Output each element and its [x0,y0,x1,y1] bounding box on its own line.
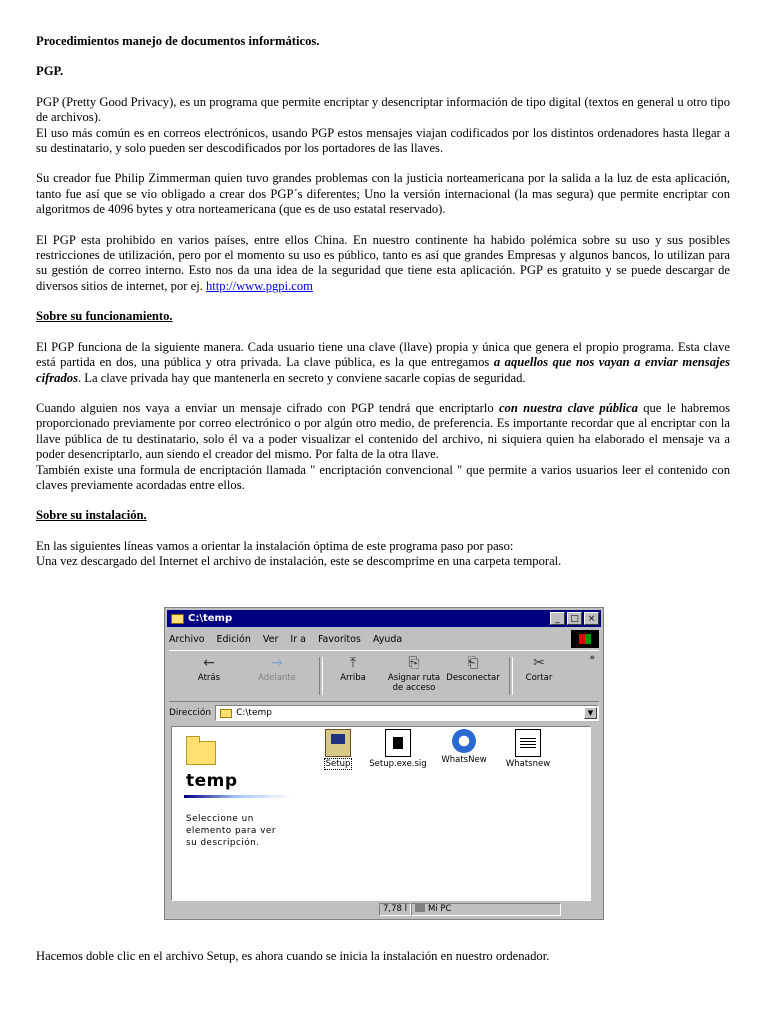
scissors-icon: ✂ [533,655,545,671]
cut-label: Cortar [525,673,553,683]
toolbar-overflow-chevron-icon[interactable]: » [589,653,595,663]
file-label: Setup [325,759,351,769]
window-titlebar [167,610,601,627]
toolbar [169,650,599,702]
maximize-button[interactable]: □ [567,612,582,625]
minimize-button[interactable]: _ [550,612,565,625]
paragraph-5-emphasis: a aquellos que nos vayan a enviar mensajes cifrados [36,355,730,385]
back-button[interactable] [181,655,237,683]
paragraph-4-text: El PGP esta prohibido en varios países, entre ellos China. En nuestro continente ha habido polémica sobre su uso y sus posibles restricciones de utilización, pero por el momento su uso es público, tanto es así que grandes Empresas y algunos bancos, lo utilizan para su gestión de correo interno. Esto nos da una idea de la seguridad que tiene esta aplicación. PGP es gratuito y se puede descargar de diversos sitios de internet, por ej. [36,232,730,293]
internet-explorer-icon [452,729,476,753]
chevron-down-icon[interactable]: ▼ [584,707,597,719]
file-label: Whatsnew [505,759,551,769]
menu-edicion[interactable]: Edición [216,633,251,645]
status-location-label: Mi PC [428,903,452,914]
heading-instalacion: Sobre su instalación. [36,508,147,523]
signature-file-icon [385,729,411,757]
forward-label: Adelante [258,673,296,683]
menu-ver[interactable]: Ver [262,633,279,645]
pgpi-link[interactable]: http://www.pgpi.com [206,278,313,293]
text-file-icon [515,729,541,757]
up-button[interactable] [325,655,381,683]
caption: Hacemos doble clic en el archivo Setup, es ahora cuando se inicia la instalación en nuestro ordenador. [36,948,550,963]
address-bar [169,703,599,723]
forward-arrow-icon: → [271,655,283,671]
file-setup-sig[interactable] [368,729,428,769]
menu-bar [169,630,599,648]
close-button[interactable]: × [584,612,599,625]
paragraph-6-end: que le habremos proporcionado previamente por correo electrónico o por algún otro medio, de preferencia. Es importante recordar que al encriptar con la llave pública de tu destinatario, solo él va a poder visualizar el contenido del archivo, ni siquiera quien ha elaborado el mensaje va a poder desencriptarlo, aun siendo el creador del mismo. Por falta de la otra llave. [36,400,730,462]
back-label: Atrás [197,673,221,683]
map-drive-label: Asignar ruta de acceso [387,673,441,693]
paragraph-8: En las siguientes líneas vamos a orientar la instalación óptima de este programa paso por paso: [36,538,514,553]
paragraph-5-start: El PGP funciona de la siguiente manera. Cada usuario tiene una clave (llave) propia y única que genera el propio programa. Esta clave está partida en dos, una pública y otra privada. La clave pública, es la que entregamos [36,339,730,370]
status-location [411,903,561,916]
installer-icon [325,729,351,757]
cut-button[interactable] [511,655,567,683]
divider [184,795,292,798]
disconnect-label: Desconectar [446,673,500,683]
status-size: 7,78 l [379,903,411,916]
paragraph-6-emphasis: con nuestra clave pública [498,400,638,415]
address-input[interactable] [215,705,599,721]
paragraph-6-start: Cuando alguien nos vaya a enviar un mensaje cifrado con PGP tendrá que encriptarlo [36,400,499,415]
forward-button[interactable] [249,655,305,683]
up-label: Arriba [340,673,366,683]
file-label: WhatsNew [441,755,487,765]
address-label: Dirección [169,708,212,718]
folder-view [171,726,591,901]
vertical-scrollbar[interactable] [591,726,601,901]
paragraph-4 [36,233,730,295]
computer-icon [415,904,425,912]
status-pane-empty [169,903,379,916]
folder-icon [171,614,184,624]
paragraph-3: Su creador fue Philip Zimmerman quien tuvo grandes problemas con la justicia norteamericana por la salida a la luz de esta aplicación, tanto fue así que se vio obligado a crear dos PGP´s diferentes; Uno la versión internacional (la mas segura) que permite encriptar con algoritmos de 4096 bytes y otra norteamericana (que es de uso estatal reservado). [36,171,730,217]
file-whatsnew-txt[interactable] [498,729,558,769]
paragraph-5-end: . La clave privada hay que mantenerla en secreto y conviene sacarle copias de seguridad. [77,370,526,385]
address-value: C:\temp [236,708,272,718]
disconnect-button[interactable] [443,655,503,683]
map-drive-button[interactable] [383,655,445,693]
explorer-window-screenshot [164,607,604,920]
back-arrow-icon: ← [203,655,215,671]
paragraph-5 [36,340,730,386]
heading-funcionamiento: Sobre su funcionamiento. [36,309,173,324]
up-folder-icon: ⤒ [349,655,357,671]
menu-archivo[interactable]: Archivo [169,633,205,645]
paragraph-6 [36,401,730,463]
menu-ayuda[interactable]: Ayuda [372,633,403,645]
status-bar [169,901,599,917]
paragraph-7: También existe una formula de encriptación llamada " encriptación convencional " que permite a varios usuarios leer el contenido con claves previamente acordadas entre ellos. [36,462,730,492]
file-label: Setup.exe.sig [369,759,427,769]
folder-icon [220,709,232,718]
menu-ir-a[interactable]: Ir a [290,633,306,645]
file-setup[interactable] [308,729,368,769]
folder-description-hint: Seleccione un elemento para ver su descripción. [186,814,276,848]
window-title: C:\temp [188,613,233,624]
folder-icon [186,741,216,765]
toolbar-separator [319,657,323,695]
folder-name: temp [186,771,238,791]
pgp-heading: PGP. [36,64,64,79]
paragraph-2: El uso más común es en correos electrónicos, usando PGP estos mensajes viajan codificados por los distintos ordenadores hasta llegar a su destinatario, y solo pueden ser descodificados por los portadores de las llaves. [36,125,730,156]
menu-favoritos[interactable]: Favoritos [317,633,361,645]
disconnect-drive-icon: ⎗ [467,655,479,671]
paragraph-1: PGP (Pretty Good Privacy), es un programa que permite encriptar y desencriptar información de tipo digital (textos en general u otro tipo de archivos). [36,94,730,125]
file-whatsnew-html[interactable] [434,729,494,765]
document-title: Procedimientos manejo de documentos informáticos. [36,34,320,48]
map-drive-icon: ⎘ [408,655,420,671]
windows-logo-icon [571,630,599,648]
document-body [36,34,730,570]
paragraph-9: Una vez descargado del Internet el archivo de instalación, este se descomprime en una carpeta temporal. [36,554,562,569]
